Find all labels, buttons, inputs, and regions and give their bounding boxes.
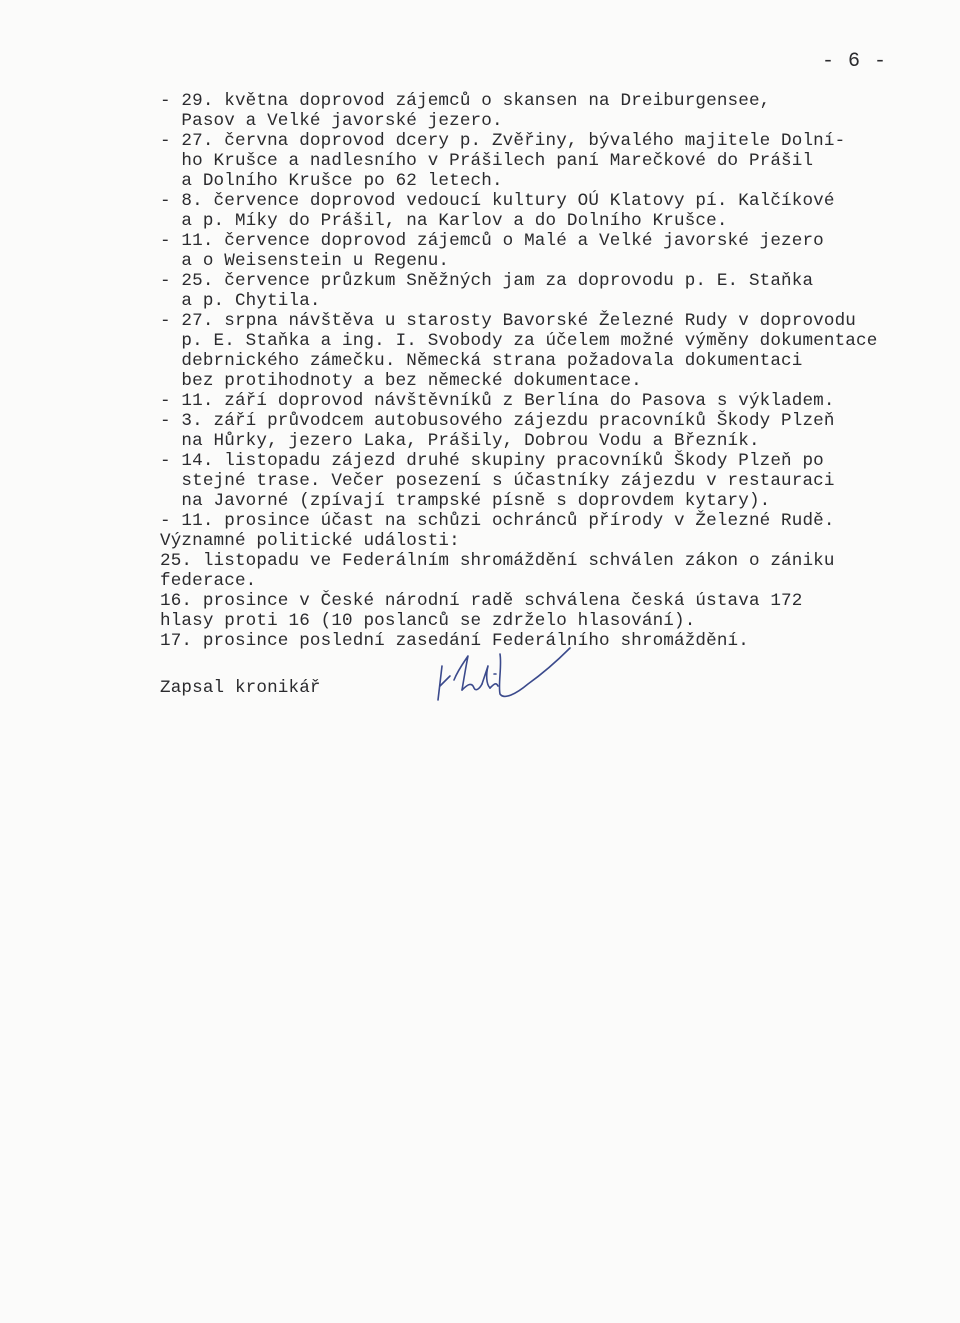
text-line: - 11. září doprovod návštěvníků z Berlína do Pasova s výkladem. bbox=[160, 391, 835, 411]
text-line: na Hůrky, jezero Laka, Prášily, Dobrou Vodu a Březník. bbox=[160, 431, 760, 451]
text-line: - 11. července doprovod zájemců o Malé a Velké javorské jezero bbox=[160, 231, 824, 251]
text-line: na Javorné (zpívají trampské písně s doprovdem kytary). bbox=[160, 491, 771, 511]
page-number: - 6 - bbox=[822, 50, 888, 73]
text-line: Zapsal kronikář bbox=[160, 678, 321, 698]
text-line: a p. Chytila. bbox=[160, 291, 321, 311]
text-line: - 14. listopadu zájezd druhé skupiny pracovníků Škody Plzeň po bbox=[160, 451, 824, 471]
text-line: Pasov a Velké javorské jezero. bbox=[160, 111, 503, 131]
text-line: - 27. srpna návštěva u starosty Bavorské Železné Rudy v doprovodu bbox=[160, 311, 857, 331]
text-line: - 8. července doprovod vedoucí kultury OÚ Klatovy pí. Kalčíkové bbox=[160, 191, 835, 211]
text-line: - 27. června doprovod dcery p. Zvěřiny, bývalého majitele Dolní- bbox=[160, 131, 846, 151]
text-line: debrnického zámečku. Německá strana požadovala dokumentaci bbox=[160, 351, 803, 371]
text-line: Významné politické události: bbox=[160, 531, 460, 551]
handwritten-signature bbox=[424, 644, 584, 704]
text-line: 16. prosince v České národní radě schválena česká ústava 172 bbox=[160, 591, 803, 611]
text-line: federace. bbox=[160, 571, 257, 591]
text-line: - 3. září průvodcem autobusového zájezdu pracovníků Škody Plzeň bbox=[160, 411, 835, 431]
text-line: a p. Míky do Prášil, na Karlov a do Dolního Krušce. bbox=[160, 211, 728, 231]
text-line: bez protihodnoty a bez německé dokumentace. bbox=[160, 371, 642, 391]
text-line: a Dolního Krušce po 62 letech. bbox=[160, 171, 503, 191]
text-line: - 29. května doprovod zájemců o skansen na Dreiburgensee, bbox=[160, 91, 771, 111]
text-line: ho Krušce a nadlesního v Prášilech paní Marečkové do Prášil bbox=[160, 151, 814, 171]
text-line: a o Weisenstein u Regenu. bbox=[160, 251, 450, 271]
text-line: 17. prosince poslední zasedání Federálního shromáždění. bbox=[160, 631, 749, 651]
text-line: p. E. Staňka a ing. I. Svobody za účelem možné výměny dokumentace bbox=[160, 331, 878, 351]
text-line: hlasy proti 16 (10 poslanců se zdrželo hlasování). bbox=[160, 611, 696, 631]
text-line: 25. listopadu ve Federálním shromáždění schválen zákon o zániku bbox=[160, 551, 835, 571]
text-line: - 25. července průzkum Sněžných jam za doprovodu p. E. Staňka bbox=[160, 271, 814, 291]
text-line: - 11. prosince účast na schůzi ochránců přírody v Železné Rudě. bbox=[160, 511, 835, 531]
text-line: stejné trase. Večer posezení s účastníky zájezdu v restauraci bbox=[160, 471, 835, 491]
